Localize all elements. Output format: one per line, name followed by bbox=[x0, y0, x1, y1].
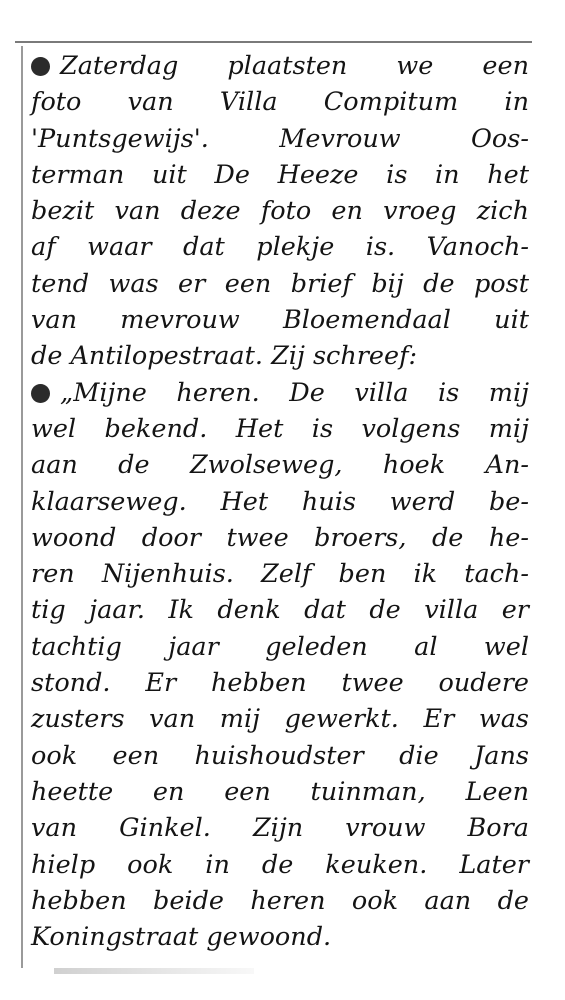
article-line: stond. Er hebben twee oudere bbox=[31, 668, 529, 699]
article-line: tig jaar. Ik denk dat de villa er bbox=[31, 595, 529, 626]
article-line: zusters van mij gewerkt. Er was bbox=[31, 704, 529, 735]
article-line: woond door twee broers, de he- bbox=[31, 522, 529, 553]
article-line: tend was er een brief bij de post bbox=[31, 268, 529, 299]
article-line: hebben beide heren ook aan de bbox=[31, 885, 529, 916]
article-line: bezit van deze foto en vroeg zich bbox=[31, 196, 529, 227]
article-line: Zaterdag plaatsten we een bbox=[31, 48, 529, 84]
article-line: van mevrouw Bloemendaal uit bbox=[31, 305, 529, 336]
article-line: heette en een tuinman, Leen bbox=[31, 776, 529, 807]
article-line: af waar dat plekje is. Vanoch- bbox=[31, 232, 529, 263]
article-text bbox=[31, 48, 529, 955]
paragraph-bullet-icon bbox=[31, 57, 50, 76]
paragraph-bullet-icon bbox=[31, 384, 50, 403]
article-line: „Mijne heren. De villa is mij bbox=[31, 375, 529, 411]
article-line: tachtig jaar geleden al wel bbox=[31, 631, 529, 662]
article-line: de Antilopestraat. Zij schreef: bbox=[31, 341, 418, 372]
article-line: aan de Zwolseweg, hoek An- bbox=[31, 450, 529, 481]
article-line: Koningstraat gewoond. bbox=[31, 922, 332, 953]
article-line: klaarseweg. Het huis werd be- bbox=[31, 486, 529, 517]
article-line: van Ginkel. Zijn vrouw Bora bbox=[31, 813, 529, 844]
article-line: terman uit De Heeze is in het bbox=[31, 159, 529, 190]
article-line: hielp ook in de keuken. Later bbox=[31, 849, 529, 880]
left-column-rule bbox=[21, 46, 23, 968]
scan-smudge bbox=[54, 968, 254, 974]
article-line: 'Puntsgewijs'. Mevrouw Oos- bbox=[31, 123, 529, 154]
article-line: ren Nijenhuis. Zelf ben ik tach- bbox=[31, 559, 529, 590]
article-line: ook een huishoudster die Jans bbox=[31, 740, 529, 771]
top-column-rule bbox=[15, 41, 532, 43]
article-line: wel bekend. Het is volgens mij bbox=[31, 413, 529, 444]
article-line: foto van Villa Compitum in bbox=[31, 87, 529, 118]
